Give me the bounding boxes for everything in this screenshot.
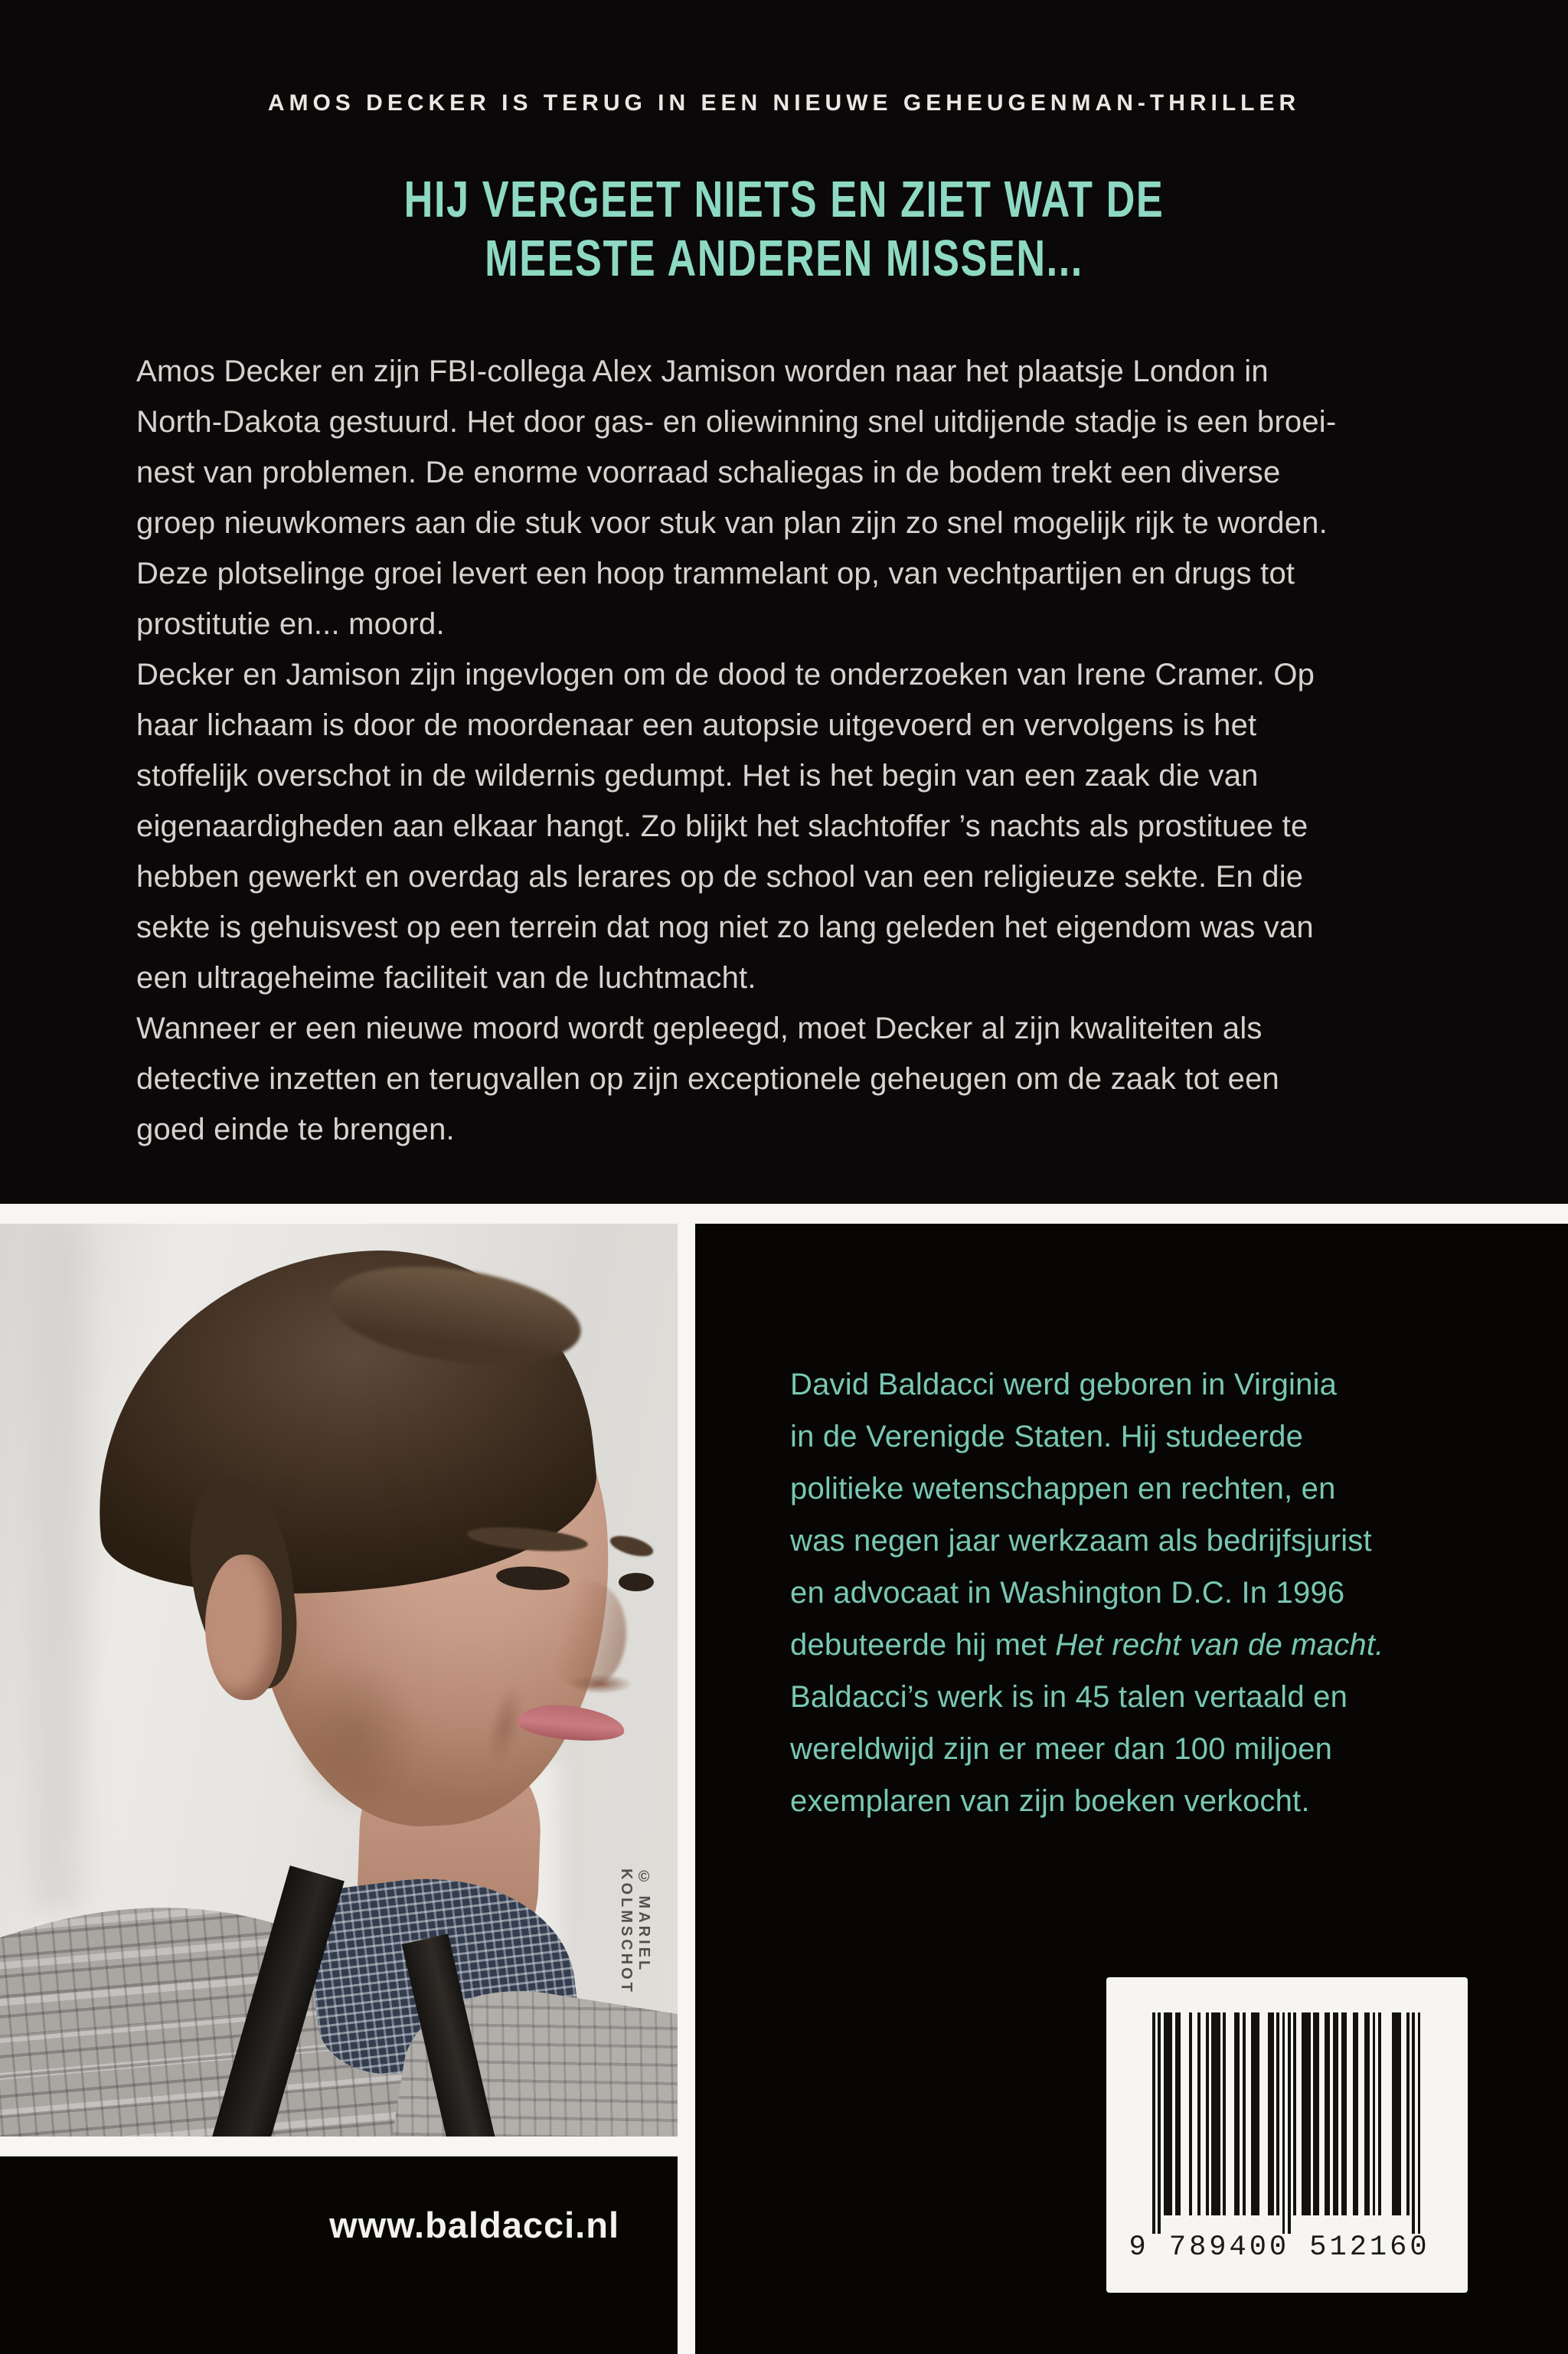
bio-line: David Baldacci werd geboren in Virginia: [790, 1368, 1338, 1401]
synopsis-line: North-Dakota gestuurd. Het door gas- en oliewinning snel uitdijende stadje is een broei-: [136, 405, 1337, 439]
ear: [205, 1555, 282, 1700]
eye: [619, 1573, 654, 1591]
synopsis-line: goed einde te brengen.: [136, 1113, 455, 1146]
synopsis-line: een ultrageheime faciliteit van de luchtmacht.: [136, 961, 756, 995]
synopsis-line: stoffelijk overschot in de wildernis gedumpt. Het is het begin van een zaak die van: [136, 759, 1259, 793]
bio-line: wereldwijd zijn er meer dan 100 miljoen: [790, 1732, 1333, 1766]
author-panel: [695, 1224, 1568, 2354]
synopsis-line: sekte is gehuisvest op een terrein dat nog niet zo lang geleden het eigendom was van: [136, 911, 1314, 944]
bio-line: in de Verenigde Staten. Hij studeerde: [790, 1420, 1304, 1453]
bio-line: politieke wetenschappen en rechten, en: [790, 1472, 1336, 1506]
author-bio: [790, 1358, 1384, 1827]
nostril-shadow: [568, 1674, 632, 1694]
website-url: www.baldacci.nl: [329, 2205, 619, 2245]
headline-line-2: MEESTE ANDEREN MISSEN...: [485, 230, 1083, 287]
barcode-bars: [1152, 2012, 1422, 2235]
headline-line-1: HIJ VERGEET NIETS EN ZIET WAT DE: [403, 171, 1165, 228]
synopsis-line: Decker en Jamison zijn ingevlogen om de dood te onderzoeken van Irene Cramer. Op: [136, 658, 1315, 691]
synopsis-line: hebben gewerkt en overdag als lerares op de school van een religieuze sekte. En die: [136, 860, 1304, 894]
synopsis-line: eigenaardigheden aan elkaar hangt. Zo blijkt het slachtoffer ’s nachts als prostituee te: [136, 809, 1308, 843]
book-title-italic: Het recht van de macht.: [1055, 1628, 1384, 1662]
synopsis-text: [136, 346, 1453, 1155]
bio-line: en advocaat in Washington D.C. In 1996: [790, 1576, 1345, 1610]
synopsis-line: groep nieuwkomers aan die stuk voor stuk van plan zijn zo snel mogelijk rijk te worden.: [136, 506, 1328, 540]
synopsis-line: nest van problemen. De enorme voorraad schaliegas in de bodem trekt een diverse: [136, 456, 1281, 489]
synopsis-line: Wanneer er een nieuwe moord wordt gepleegd, moet Decker al zijn kwaliteiten als: [136, 1012, 1263, 1045]
top-tagline: AMOS DECKER IS TERUG IN EEN NIEUWE GEHEUGENMAN-THRILLER: [267, 90, 1301, 116]
horizontal-divider: [0, 2137, 695, 2156]
barcode: [1106, 1977, 1468, 2293]
synopsis-line: Amos Decker en zijn FBI-collega Alex Jamison worden naar het plaatsje London in: [136, 355, 1269, 388]
headline: [0, 170, 1568, 288]
synopsis-line: prostitutie en... moord.: [136, 607, 445, 641]
horizontal-divider: [0, 1204, 1568, 1224]
synopsis-line: haar lichaam is door de moordenaar een autopsie uitgevoerd en vervolgens is het: [136, 708, 1257, 742]
bio-line: debuteerde hij met Het recht van de macht.: [790, 1628, 1384, 1662]
synopsis-line: Deze plotselinge groei levert een hoop trammelant op, van vechtpartijen en drugs tot: [136, 557, 1295, 590]
bio-line: Baldacci’s werk is in 45 talen vertaald en: [790, 1680, 1348, 1714]
eyebrow: [608, 1532, 655, 1560]
synopsis-line: detective inzetten en terugvallen op zijn exceptionele geheugen om de zaak tot een: [136, 1062, 1279, 1096]
photo-credit: © MARIEL KOLMSCHOT: [618, 1868, 652, 1995]
barcode-number: 9 789400 512160: [1129, 2231, 1430, 2264]
photo-background: [31, 1224, 84, 1913]
bio-line: exemplaren van zijn boeken verkocht.: [790, 1784, 1310, 1818]
bio-line: was negen jaar werkzaam als bedrijfsjurist: [790, 1524, 1372, 1558]
website-box: [0, 2156, 678, 2354]
author-photo: [0, 1224, 678, 2137]
vertical-divider: [678, 1224, 695, 2354]
